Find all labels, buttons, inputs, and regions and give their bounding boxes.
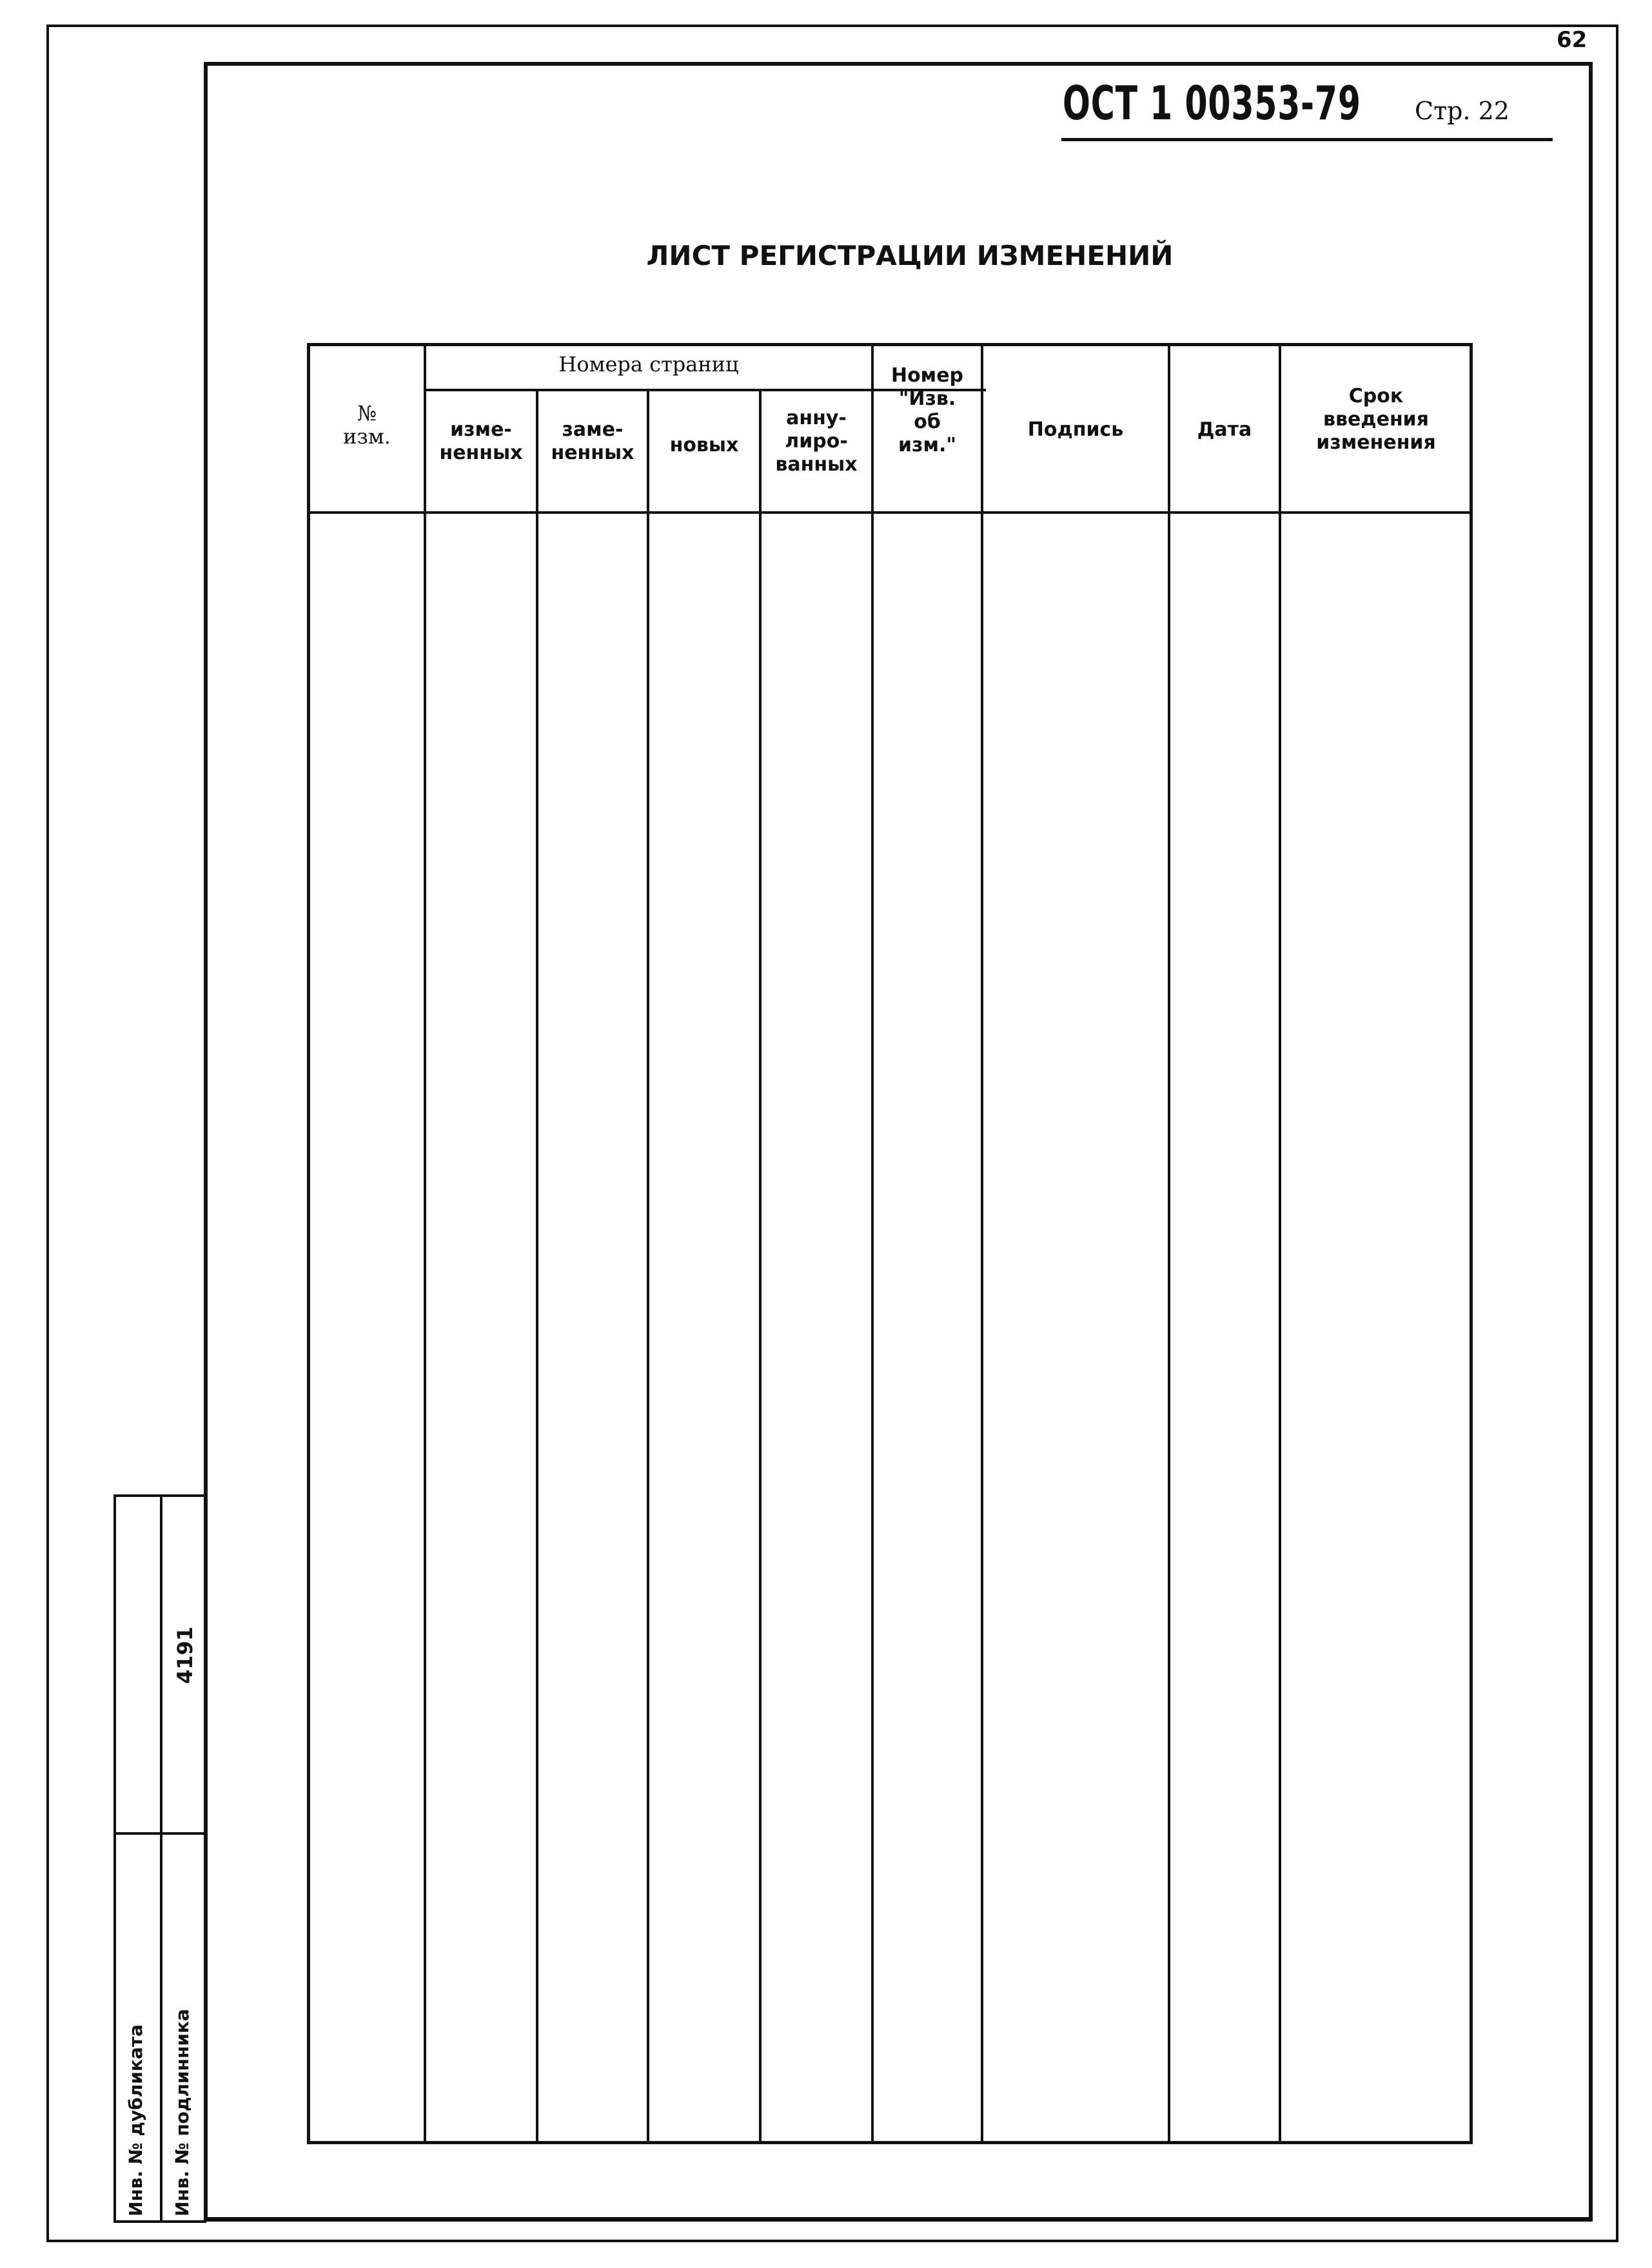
stamp-divider <box>116 1832 204 1835</box>
header-text: ненных <box>439 442 523 464</box>
header-text: новых <box>669 434 739 456</box>
col-divider <box>647 389 649 2141</box>
col-divider <box>1168 346 1170 2141</box>
col-divider <box>981 346 983 2141</box>
header-text: об <box>914 411 941 433</box>
document-code: ОСТ 1 00353-79 <box>1063 76 1361 130</box>
header-rule <box>1061 138 1553 141</box>
col-divider <box>1279 346 1281 2141</box>
col-divider <box>536 389 538 2141</box>
col-divider <box>759 389 762 2141</box>
header-text: изменения <box>1316 431 1436 454</box>
header-text: Номер <box>890 364 964 387</box>
header-text: анну- <box>786 407 847 429</box>
header-text: заме- <box>562 418 624 441</box>
stamp-divider <box>160 1497 162 2220</box>
header-cell-change-number <box>310 402 424 448</box>
header-text: Дата <box>1197 418 1252 441</box>
header-text: лиро- <box>785 430 848 453</box>
header-bottom-rule <box>310 511 1470 514</box>
page-title: ЛИСТ РЕГИСТРАЦИИ ИЗМЕНЕНИЙ <box>646 240 1174 271</box>
inv-original-value: 4191 <box>173 1626 197 1684</box>
col-divider <box>424 346 426 2141</box>
header-text: Подпись <box>1027 418 1124 441</box>
header-text: ванных <box>775 453 858 476</box>
header-cell-signature <box>983 418 1168 442</box>
header-cell-changed <box>426 418 536 465</box>
inv-original-label: Инв. № подлинника <box>172 2009 193 2216</box>
inv-duplicate-label: Инв. № дубликата <box>125 2024 146 2216</box>
header-cell-deadline <box>1281 385 1471 455</box>
inventory-stamp <box>113 1494 206 2223</box>
header-text: изме- <box>450 418 512 441</box>
header-cell-new <box>649 434 759 457</box>
header-cell-replaced <box>538 418 647 465</box>
registration-table <box>307 343 1473 2144</box>
header-text: Номера страниц <box>558 352 739 376</box>
header-text: № <box>357 401 377 425</box>
header-cell-notice-number <box>874 364 981 457</box>
col-divider <box>871 346 874 2141</box>
header-cell-date <box>1170 418 1279 442</box>
page-label: Стр. 22 <box>1415 97 1509 125</box>
header-cell-page-numbers <box>426 353 871 376</box>
header-text: изм." <box>898 434 956 456</box>
header-text: ненных <box>551 442 634 464</box>
header-text: введения <box>1323 408 1429 431</box>
sheet-number: 62 <box>1557 27 1588 53</box>
header-text: "Изв. <box>898 387 956 410</box>
header-text: Срок <box>1348 385 1404 407</box>
header-cell-annulled <box>762 407 871 476</box>
header-text: изм. <box>343 424 391 449</box>
